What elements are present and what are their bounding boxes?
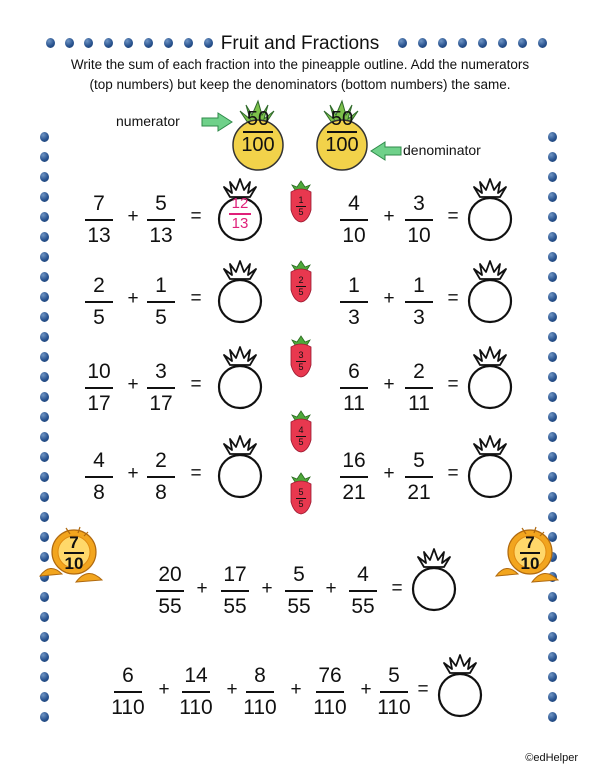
fraction-numerator: 6: [122, 664, 134, 687]
fraction-numerator: 6: [348, 360, 360, 383]
blueberry-dot-icon: [548, 392, 557, 402]
blueberry-dot-icon: [40, 152, 49, 162]
equals-sign: =: [190, 206, 202, 227]
answer-pineapple-outline[interactable]: [214, 433, 266, 499]
blueberry-dot-icon: [548, 652, 557, 662]
blueberry-dot-icon: [40, 352, 49, 362]
fraction-addend: [215, 563, 255, 619]
blueberry-dot-icon: [84, 38, 93, 48]
blueberry-dot-icon: [40, 272, 49, 282]
fraction-denominator: 110: [179, 696, 213, 719]
orange-numerator: 7: [525, 533, 535, 552]
answer-pineapple-outline[interactable]: [408, 546, 460, 612]
strawberry-numerator: 3: [298, 350, 304, 360]
fraction-addend: [79, 192, 119, 248]
blueberry-dot-icon: [548, 352, 557, 362]
fraction-bar: [405, 387, 433, 389]
answer-pineapple-outline[interactable]: [464, 258, 516, 324]
fraction-denominator: 17: [149, 392, 173, 415]
plus-sign: +: [127, 374, 139, 395]
fraction-denominator: 110: [243, 696, 277, 719]
fraction-numerator: 1: [348, 274, 360, 297]
blueberry-dot-icon: [548, 452, 557, 462]
fraction-bar: [147, 219, 175, 221]
example-denominator: 100: [325, 134, 359, 156]
example-numerator: 50: [246, 108, 270, 130]
fraction-bar: [316, 691, 344, 693]
fraction-denominator: 11: [343, 392, 365, 415]
fraction-denominator: 5: [155, 306, 167, 329]
blueberry-dot-icon: [548, 512, 557, 522]
fraction-bar: [340, 387, 368, 389]
blueberry-dot-icon: [548, 432, 557, 442]
fraction-numerator: 3: [155, 360, 167, 383]
equals-sign: =: [447, 206, 459, 227]
fraction-numerator: 5: [155, 192, 167, 215]
fraction-numerator: 1: [155, 274, 167, 297]
fraction-numerator: 3: [413, 192, 425, 215]
fraction-denominator: 110: [377, 696, 411, 719]
fraction-addend: [399, 449, 439, 505]
plus-sign: +: [383, 288, 395, 309]
fraction-numerator: 76: [318, 664, 342, 687]
equals-sign: =: [447, 374, 459, 395]
example-fraction-1: [235, 108, 281, 156]
answer-numerator: 12: [231, 195, 249, 212]
fraction-addend: [399, 360, 439, 416]
blueberry-dot-icon: [40, 372, 49, 382]
fraction-denominator: 3: [413, 306, 425, 329]
blueberry-dot-icon: [418, 38, 427, 48]
arrow-left-icon: [369, 140, 403, 162]
orange-denominator: 10: [64, 554, 84, 573]
blueberry-dot-icon: [548, 172, 557, 182]
fraction-bar: [85, 301, 113, 303]
fraction-denominator: 8: [93, 481, 105, 504]
fraction-addend: [141, 274, 181, 330]
blueberry-dot-icon: [548, 632, 557, 642]
blueberry-dot-icon: [548, 412, 557, 422]
fraction-bar: [405, 476, 433, 478]
blueberry-dot-icon: [40, 292, 49, 302]
fraction-addend: [141, 360, 181, 416]
answer-pineapple-outline[interactable]: [214, 258, 266, 324]
strawberry-fraction: [288, 426, 314, 447]
fraction-numerator: 1: [413, 274, 425, 297]
fraction-bar: [405, 301, 433, 303]
blueberry-dot-icon: [548, 272, 557, 282]
example-fraction-2: [319, 108, 365, 156]
fraction-bar: [221, 590, 249, 592]
fraction-bar: [85, 219, 113, 221]
plus-sign: +: [383, 206, 395, 227]
plus-sign: +: [196, 578, 208, 599]
worksheet-title: Fruit and Fractions: [220, 33, 380, 54]
strawberry-numerator: 1: [298, 195, 304, 205]
fraction-addend: [334, 360, 374, 416]
answer-fraction: [220, 196, 260, 232]
blueberry-dot-icon: [498, 38, 507, 48]
fraction-denominator: 10: [407, 224, 431, 247]
fraction-addend: [374, 664, 414, 720]
fraction-addend: [150, 563, 190, 619]
fraction-numerator: 2: [413, 360, 425, 383]
plus-sign: +: [383, 374, 395, 395]
answer-pineapple-outline[interactable]: [464, 176, 516, 242]
fraction-bar: [147, 387, 175, 389]
example-denominator: 100: [241, 134, 275, 156]
fraction-denominator: 21: [407, 481, 431, 504]
fraction-numerator: 5: [293, 563, 305, 586]
fraction-numerator: 14: [184, 664, 208, 687]
blueberry-dot-icon: [398, 38, 407, 48]
blueberry-dot-icon: [548, 252, 557, 262]
fraction-denominator: 110: [313, 696, 347, 719]
fraction-numerator: 4: [93, 449, 105, 472]
fraction-bar: [380, 691, 408, 693]
blueberry-dot-icon: [144, 38, 153, 48]
strawberry-fraction: [288, 276, 314, 297]
blueberry-dot-icon: [40, 672, 49, 682]
plus-sign: +: [325, 578, 337, 599]
blueberry-dot-icon: [548, 232, 557, 242]
blueberry-dot-icon: [438, 38, 447, 48]
fraction-denominator: 55: [351, 595, 375, 618]
fraction-bar: [405, 219, 433, 221]
fraction-denominator: 110: [111, 696, 145, 719]
equals-sign: =: [190, 288, 202, 309]
blueberry-dot-icon: [40, 492, 49, 502]
blueberry-dot-icon: [548, 292, 557, 302]
fraction-numerator: 5: [388, 664, 400, 687]
fraction-bar: [182, 691, 210, 693]
orange-fraction: [510, 534, 550, 572]
fraction-addend: [343, 563, 383, 619]
strawberry-denominator: 5: [298, 437, 304, 447]
fraction-numerator: 5: [413, 449, 425, 472]
strawberry-denominator: 5: [298, 287, 304, 297]
fraction-denominator: 55: [158, 595, 182, 618]
equals-sign: =: [447, 463, 459, 484]
blueberry-dot-icon: [164, 38, 173, 48]
fraction-addend: [334, 192, 374, 248]
fraction-bar: [147, 301, 175, 303]
fraction-bar: [349, 590, 377, 592]
blueberry-dot-icon: [40, 332, 49, 342]
fraction-addend: [79, 274, 119, 330]
blueberry-dot-icon: [548, 472, 557, 482]
fraction-bar: [85, 476, 113, 478]
fraction-denominator: 55: [223, 595, 247, 618]
fraction-bar: [156, 590, 184, 592]
fraction-denominator: 3: [348, 306, 360, 329]
blueberry-dot-icon: [518, 38, 527, 48]
equals-sign: =: [190, 374, 202, 395]
fraction-addend: [399, 274, 439, 330]
fraction-bar: [147, 476, 175, 478]
equals-sign: =: [391, 578, 403, 599]
blueberry-dot-icon: [40, 132, 49, 142]
strawberry-fraction: [288, 488, 314, 509]
blueberry-dot-icon: [548, 692, 557, 702]
blueberry-dot-icon: [548, 312, 557, 322]
fraction-denominator: 5: [93, 306, 105, 329]
blueberry-dot-icon: [548, 492, 557, 502]
orange-denominator: 10: [520, 554, 540, 573]
strawberry-numerator: 5: [298, 487, 304, 497]
blueberry-dot-icon: [548, 332, 557, 342]
blueberry-dot-icon: [458, 38, 467, 48]
strawberry-numerator: 2: [298, 275, 304, 285]
fraction-denominator: 55: [287, 595, 311, 618]
answer-pineapple-outline[interactable]: [434, 652, 486, 718]
blueberry-dot-icon: [40, 632, 49, 642]
fraction-numerator: 7: [93, 192, 105, 215]
blueberry-dot-icon: [548, 712, 557, 722]
fraction-denominator: 13: [149, 224, 173, 247]
plus-sign: +: [127, 463, 139, 484]
numerator-label: numerator: [116, 113, 180, 129]
fraction-denominator: 17: [87, 392, 111, 415]
blueberry-dot-icon: [40, 252, 49, 262]
blueberry-dot-icon: [40, 412, 49, 422]
blueberry-dot-icon: [40, 472, 49, 482]
answer-pineapple-outline[interactable]: [464, 344, 516, 410]
equals-sign: =: [190, 463, 202, 484]
blueberry-dot-icon: [184, 38, 193, 48]
blueberry-dot-icon: [204, 38, 213, 48]
fraction-bar: [340, 476, 368, 478]
fraction-bar: [340, 301, 368, 303]
strawberry-denominator: 5: [298, 499, 304, 509]
blueberry-dot-icon: [40, 612, 49, 622]
blueberry-dot-icon: [124, 38, 133, 48]
fraction-addend: [176, 664, 216, 720]
fraction-bar: [85, 387, 113, 389]
plus-sign: +: [360, 679, 372, 700]
fraction-numerator: 8: [254, 664, 266, 687]
fraction-addend: [141, 192, 181, 248]
fraction-denominator: 10: [342, 224, 366, 247]
fraction-numerator: 2: [155, 449, 167, 472]
fraction-addend: [240, 664, 280, 720]
fraction-denominator: 21: [342, 481, 366, 504]
fraction-denominator: 11: [408, 392, 430, 415]
fraction-denominator: 13: [87, 224, 111, 247]
orange-fraction: [54, 534, 94, 572]
example-numerator: 50: [330, 108, 354, 130]
blueberry-dot-icon: [40, 452, 49, 462]
equals-sign: =: [447, 288, 459, 309]
blueberry-dot-icon: [538, 38, 547, 48]
blueberry-dot-icon: [40, 172, 49, 182]
strawberry-denominator: 5: [298, 207, 304, 217]
blueberry-dot-icon: [548, 192, 557, 202]
fraction-addend: [334, 449, 374, 505]
blueberry-dot-icon: [40, 212, 49, 222]
fraction-bar: [340, 219, 368, 221]
fraction-addend: [310, 664, 350, 720]
blueberry-dot-icon: [40, 312, 49, 322]
plus-sign: +: [383, 463, 395, 484]
fraction-addend: [79, 360, 119, 416]
fraction-addend: [108, 664, 148, 720]
blueberry-dot-icon: [40, 432, 49, 442]
blueberry-dot-icon: [40, 512, 49, 522]
blueberry-dot-icon: [548, 212, 557, 222]
orange-numerator: 7: [69, 533, 79, 552]
blueberry-dot-icon: [104, 38, 113, 48]
plus-sign: +: [261, 578, 273, 599]
fraction-numerator: 4: [348, 192, 360, 215]
fraction-numerator: 17: [223, 563, 247, 586]
instructions-line-1: Write the sum of each fraction into the pineapple outline. Add the numerators: [70, 57, 530, 72]
blueberry-dot-icon: [548, 132, 557, 142]
blueberry-dot-icon: [478, 38, 487, 48]
blueberry-dot-icon: [40, 192, 49, 202]
fraction-bar: [246, 691, 274, 693]
blueberry-dot-icon: [65, 38, 74, 48]
blueberry-dot-icon: [40, 232, 49, 242]
fraction-bar: [285, 590, 313, 592]
equals-sign: =: [417, 679, 429, 700]
strawberry-denominator: 5: [298, 362, 304, 372]
fraction-addend: [79, 449, 119, 505]
blueberry-dot-icon: [548, 672, 557, 682]
plus-sign: +: [127, 288, 139, 309]
fraction-numerator: 20: [158, 563, 182, 586]
answer-pineapple-outline[interactable]: [464, 433, 516, 499]
plus-sign: +: [290, 679, 302, 700]
copyright: ©edHelper: [525, 752, 578, 764]
plus-sign: +: [158, 679, 170, 700]
strawberry-fraction: [288, 196, 314, 217]
fraction-numerator: 4: [357, 563, 369, 586]
blueberry-dot-icon: [40, 712, 49, 722]
fraction-bar: [114, 691, 142, 693]
plus-sign: +: [127, 206, 139, 227]
fraction-addend: [141, 449, 181, 505]
answer-denominator: 13: [231, 214, 249, 232]
fraction-addend: [279, 563, 319, 619]
answer-pineapple-outline[interactable]: [214, 344, 266, 410]
blueberry-dot-icon: [548, 152, 557, 162]
denominator-label: denominator: [403, 142, 481, 158]
blueberry-dot-icon: [40, 392, 49, 402]
strawberry-fraction: [288, 351, 314, 372]
fraction-addend: [399, 192, 439, 248]
strawberry-numerator: 4: [298, 425, 304, 435]
blueberry-dot-icon: [46, 38, 55, 48]
fraction-numerator: 16: [342, 449, 366, 472]
plus-sign: +: [226, 679, 238, 700]
blueberry-dot-icon: [40, 652, 49, 662]
blueberry-dot-icon: [40, 692, 49, 702]
blueberry-dot-icon: [548, 612, 557, 622]
blueberry-dot-icon: [548, 372, 557, 382]
fraction-numerator: 10: [87, 360, 111, 383]
fraction-denominator: 8: [155, 481, 167, 504]
fraction-addend: [334, 274, 374, 330]
instructions-line-2: (top numbers) but keep the denominators (bottom numbers) the same.: [89, 77, 511, 92]
fraction-numerator: 2: [93, 274, 105, 297]
